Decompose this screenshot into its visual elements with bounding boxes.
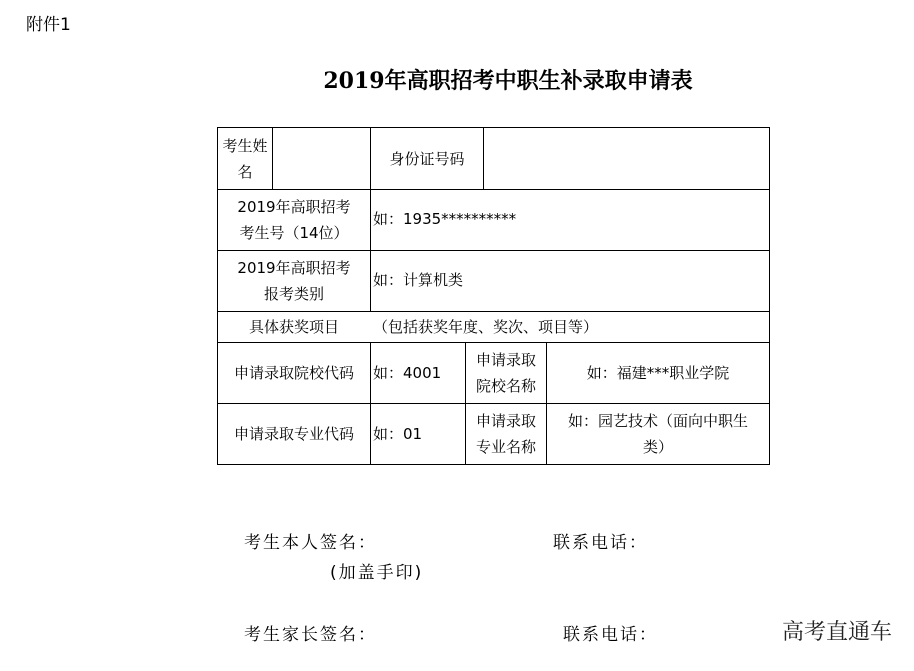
exam-no-label: 2019年高职招考考生号（14位） [237, 198, 351, 242]
page-title: 2019年高职招考中职生补录取申请表 [323, 68, 693, 94]
exam-no-input[interactable]: 如：1935********** [373, 210, 517, 228]
category-input[interactable]: 如：计算机类 [373, 271, 464, 289]
id-input[interactable] [484, 128, 769, 189]
attachment-label: 附件1 [26, 15, 71, 35]
table-line [217, 464, 770, 465]
name-input[interactable] [273, 128, 370, 189]
school-code-label: 申请录取院校代码 [233, 364, 354, 382]
major-name-input[interactable]: 如：园艺技术（面向中职生类） [567, 412, 748, 456]
major-name-label: 申请录取专业名称 [475, 412, 536, 456]
award-input[interactable]: （包括获奖年度、奖次、项目等） [373, 318, 599, 336]
parent-signature-label: 考生家长签名： [244, 625, 377, 645]
major-code-input[interactable]: 如：01 [373, 425, 423, 443]
parent-phone-label: 联系电话： [563, 625, 658, 645]
school-name-label: 申请录取院校名称 [475, 351, 536, 395]
student-signature-label: 考生本人签名： [244, 533, 377, 553]
category-label: 2019年高职招考报考类别 [237, 259, 351, 303]
school-code-input[interactable]: 如：4001 [373, 364, 442, 382]
school-name-input[interactable]: 如：福建***职业学院 [586, 364, 730, 382]
name-label: 考生姓名 [222, 136, 268, 181]
student-fingerprint-note: (加盖手印) [330, 563, 424, 583]
student-phone-label: 联系电话： [553, 533, 648, 553]
award-label: 具体获奖项目 [248, 318, 339, 336]
table-line [769, 127, 770, 465]
watermark: 高考直通车 [781, 620, 892, 645]
id-label: 身份证号码 [389, 149, 465, 168]
major-code-label: 申请录取专业代码 [233, 425, 354, 443]
